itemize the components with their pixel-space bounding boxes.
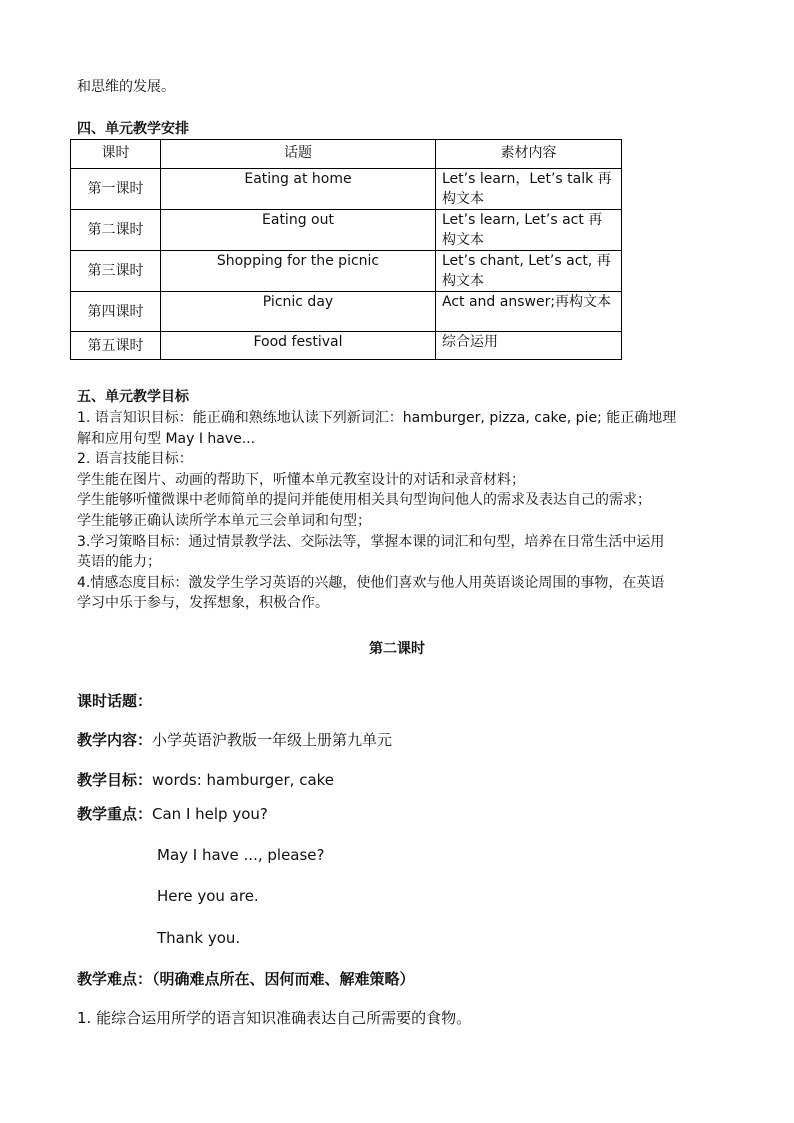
period-cell: 第五课时 — [71, 332, 161, 360]
material-cell: Let’s learn, Let’s act 再构文本 — [436, 210, 622, 251]
lesson-objective-label: 教学目标： — [77, 771, 153, 789]
section5-heading: 五、单元教学目标 — [77, 389, 189, 405]
lesson-topic-label: 课时话题： — [77, 692, 153, 710]
unit-goals — [77, 408, 752, 614]
lesson-content-label: 教学内容： — [77, 731, 153, 749]
goal-line: 2. 语言技能目标： — [77, 451, 193, 468]
table-row — [71, 292, 622, 332]
material-cell: Let’s chant, Let’s act, 再构文本 — [436, 251, 622, 292]
intro-tail-text: 和思维的发展。 — [77, 79, 175, 95]
schedule-table — [70, 139, 622, 360]
table-row — [71, 251, 622, 292]
period-cell: 第四课时 — [71, 292, 161, 332]
lesson-key-label: 教学重点： — [77, 805, 153, 823]
section4-heading: 四、单元教学安排 — [77, 121, 189, 137]
goal-line: 学习中乐于参与，发挥想象，积极合作。 — [77, 595, 329, 612]
header-period: 课时 — [71, 140, 161, 169]
difficulty-item: 1. 能综合运用所学的语言知识准确表达自己所需要的食物。 — [77, 1009, 472, 1027]
material-cell: Act and answer;再构文本 — [436, 292, 622, 332]
material-cell: Let’s learn，Let’s talk 再构文本 — [436, 169, 622, 210]
topic-cell: Eating out — [161, 210, 436, 251]
lesson-content-value: 小学英语沪教版一年级上册第九单元 — [152, 731, 393, 749]
period-cell: 第三课时 — [71, 251, 161, 292]
table-row — [71, 332, 622, 360]
key-point: Can I help you? — [152, 805, 268, 823]
key-point: May I have ..., please? — [157, 846, 325, 864]
lesson-content-field — [77, 730, 392, 750]
header-material: 素材内容 — [436, 140, 622, 169]
period-cell: 第二课时 — [71, 210, 161, 251]
period-cell: 第一课时 — [71, 169, 161, 210]
lesson-key-field — [77, 804, 268, 824]
goal-line: 4.情感态度目标：激发学生学习英语的兴趣，使他们喜欢与他人用英语谈论周围的事物，在英语 — [77, 574, 665, 591]
table-row — [71, 169, 622, 210]
goal-line: 学生能够正确认读所学本单元三会单词和句型； — [77, 512, 371, 529]
goal-line: 学生能够听懂微课中老师简单的提问并能使用相关具句型询问他人的需求及表达自己的需求； — [77, 492, 651, 509]
topic-cell: Eating at home — [161, 169, 436, 210]
topic-cell: Food festival — [161, 332, 436, 360]
goal-line: 3.学习策略目标：通过情景教学法、交际法等，掌握本课的词汇和句型，培养在日常生活中运用 — [77, 533, 665, 550]
lesson-objective-field — [77, 770, 334, 790]
goal-line: 解和应用句型 May I have... — [77, 430, 256, 447]
table-header-row — [71, 140, 622, 169]
goal-line: 学生能在图片、动画的帮助下，听懂本单元教室设计的对话和录音材料； — [77, 471, 525, 488]
goal-line: 英语的能力； — [77, 554, 161, 571]
lesson-title: 第二课时 — [369, 641, 425, 657]
lesson-objective-value: words: hamburger, cake — [152, 771, 335, 789]
goal-line: 1. 语言知识目标：能正确和熟练地认读下列新词汇：hamburger, pizza, cake, pie; 能正确地理 — [77, 410, 677, 426]
lesson-topic-field — [77, 691, 152, 711]
table-row — [71, 210, 622, 251]
header-topic: 话题 — [161, 140, 436, 169]
topic-cell: Shopping for the picnic — [161, 251, 436, 292]
material-cell: 综合运用 — [436, 332, 622, 360]
key-point: Thank you. — [157, 929, 241, 947]
key-point: Here you are. — [157, 887, 259, 905]
topic-cell: Picnic day — [161, 292, 436, 332]
lesson-difficulty-label: 教学难点：（明确难点所在、因何而难、解难策略） — [77, 970, 415, 988]
